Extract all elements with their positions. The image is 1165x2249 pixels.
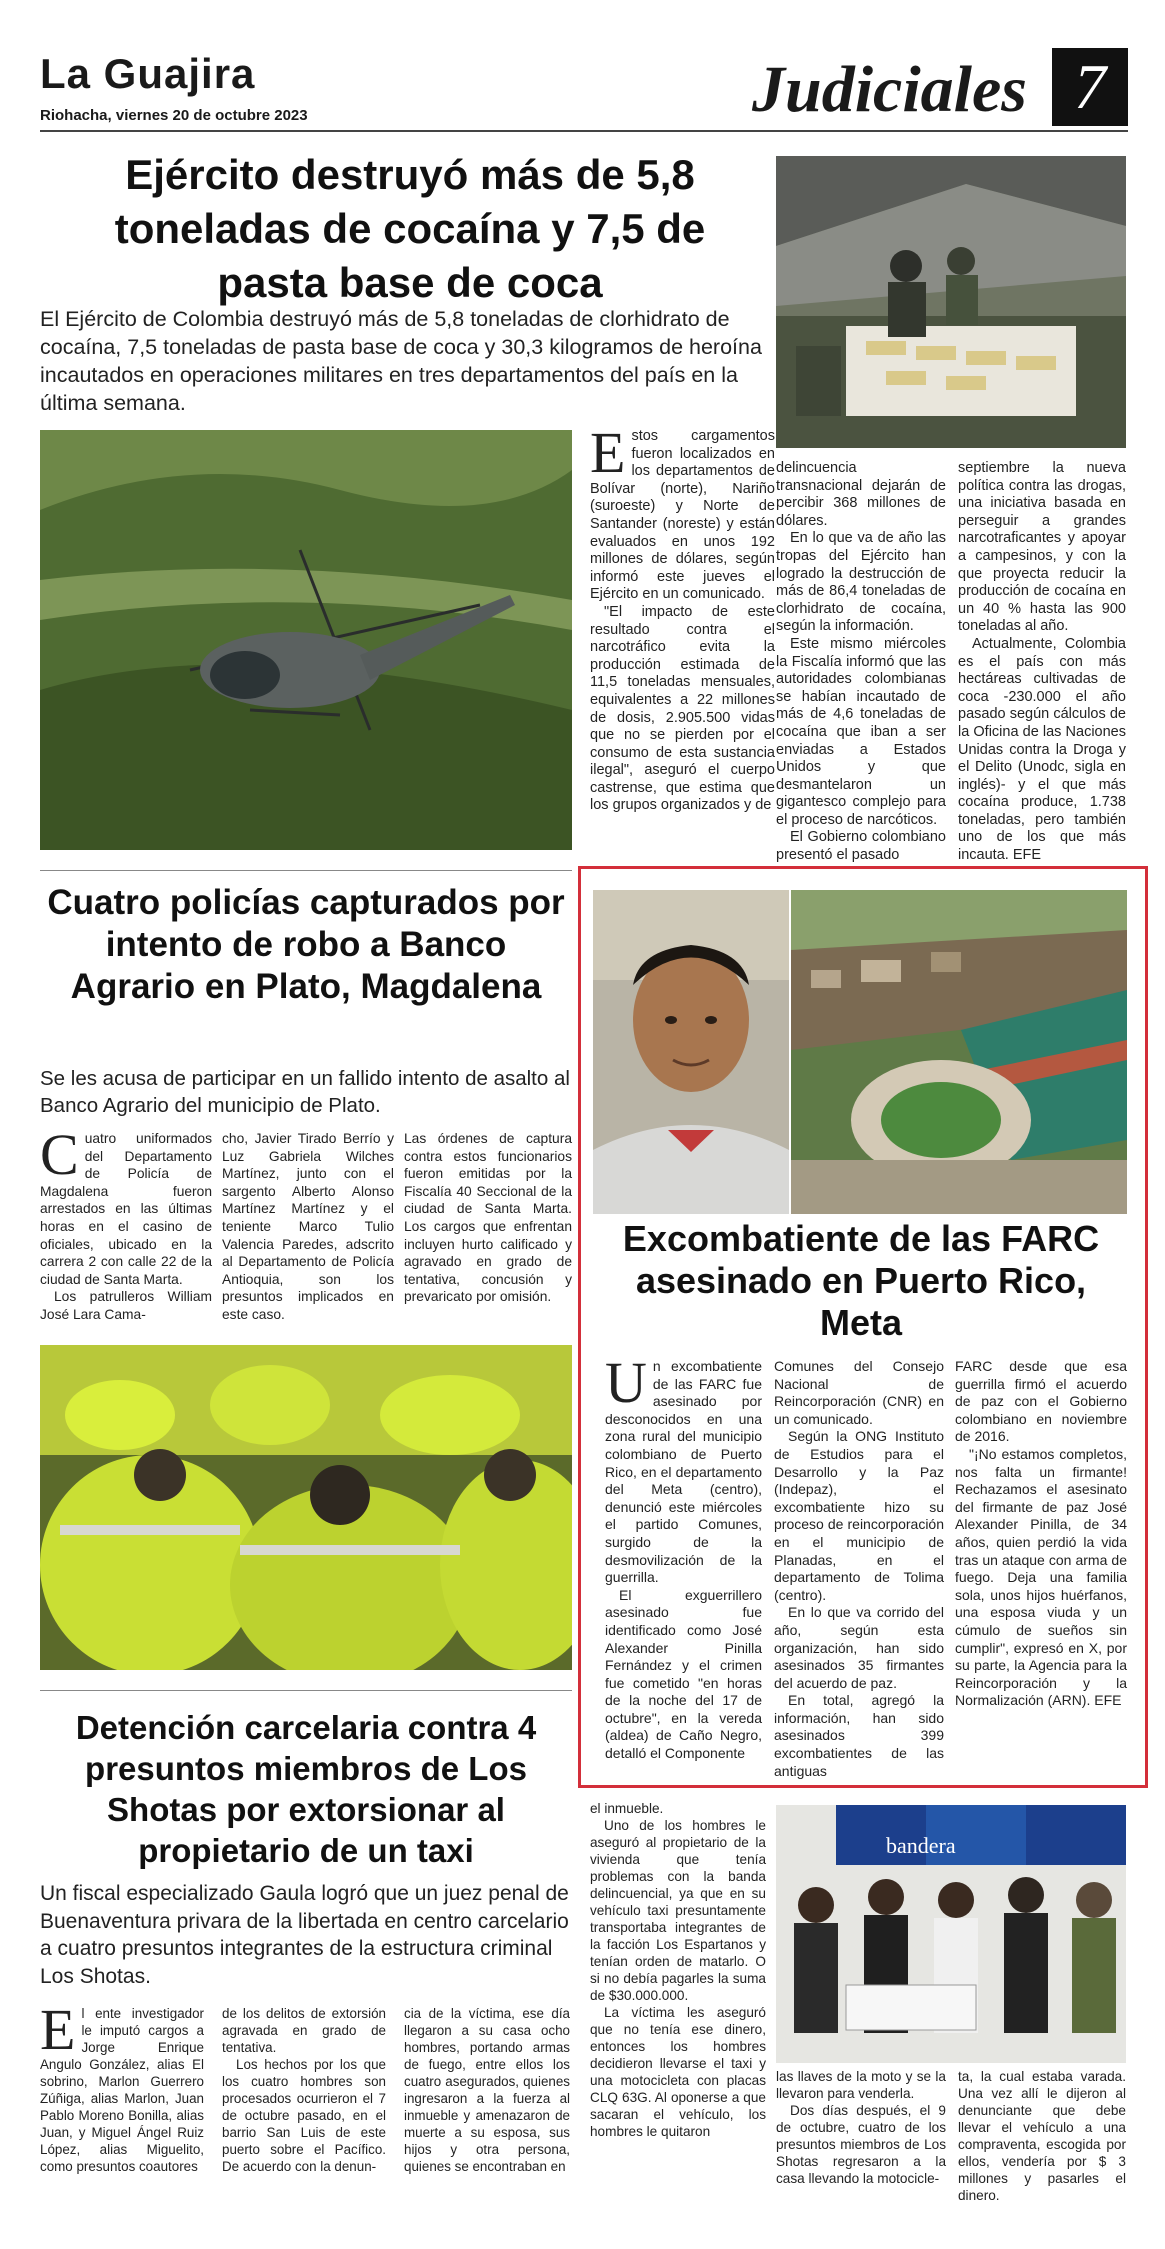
helicopter-photo — [40, 430, 572, 850]
paragraph: El exguerrillero asesinado fue identificado como José Alexander Pinilla Fernández y el crimen fue cometido "en horas de la noche del 17 de octubre", en la vereda (aldea) de Caño Negro, detalló el Componente — [605, 1586, 762, 1762]
article4-column-4 — [590, 1800, 766, 2140]
article1-column-1 — [590, 420, 775, 815]
article4-column-3 — [404, 2005, 570, 2175]
paragraph: "El impacto de este resultado contra el narcotráfico evita la producción estimada de 11,5 toneladas mensuales, equivalentes a 22 millones de dosis, 2.905.500 vidas que no se pierden por el consumo de esta sustancia ilegal", aseguró el cuerpo castrense, que estima que los grupos organizados y de — [590, 603, 775, 814]
article2-deck: Se les acusa de participar en un fallido intento de asalto al Banco Agrario del municipio de Plato. — [40, 1067, 570, 1117]
paragraph: ta, la cual estaba varada. Una vez allí le dijeron al denunciante que debe llevar el vehículo a una compraventa, escogida por ellos, vendería por $ 3 millones y pasarles el dinero. — [958, 2069, 1126, 2203]
masthead-rule — [40, 130, 1128, 132]
article1-column-2 — [776, 460, 946, 865]
paragraph: Según la ONG Instituto de Estudios para el Desarrollo y la Paz (Indepaz), el excombatiente hizo su proceso de reincorporación en el municipio de Planadas, en el departamento de Tolima (centro). — [774, 1428, 944, 1603]
article2-column-2 — [222, 1130, 394, 1324]
paragraph: Comunes del Consejo Nacional de Reincorporación (CNR) en un comunicado. — [774, 1358, 944, 1427]
paragraph: septiembre la nueva política contra las drogas, una iniciativa basada en perseguir a grandes narcotraficantes y apoyar a campesinos, y con la que proyecta reducir la producción de cocaína en un 40 % hasta las 900 toneladas al año. — [958, 460, 1126, 635]
paragraph: stos cargamentos fueron localizados en los departamentos de Bolívar (norte), Nariño (suroeste) y Norte de Santander (noreste) y están evaluados en unos 192 millones de dólares, según informó este jueves el Ejército en un comunicado. — [590, 428, 775, 603]
issue-date: Riohacha, viernes 20 de octubre 2023 — [40, 107, 308, 124]
paragraph: Este mismo miércoles la Fiscalía informó que las autoridades colombianas se habían incautado de más de 4,6 toneladas de cocaína que iban a ser enviadas a Estados Unidos y que desmantelaron un gigantesco complejo para el proceso de narcóticos. — [776, 635, 946, 828]
detainees-photo — [776, 1805, 1126, 2063]
article3-dropcap: U — [605, 1350, 647, 1415]
military-camp-photo — [776, 156, 1126, 448]
paragraph: FARC desde que esa guerrilla firmó el acuerdo de paz con el Gobierno colombiano en noviembre de 2016. — [955, 1358, 1127, 1445]
article4-dropcap: E — [40, 1997, 76, 2062]
article4-column-5 — [776, 2068, 946, 2187]
paragraph: Los hechos por los que los cuatro hombres son procesados ocurrieron el 7 de octubre pasado, en el barrio San Luis de este puerto sobre el Pacífico. De acuerdo con la denun- — [222, 2057, 386, 2174]
article2-column-1 — [40, 1122, 212, 1324]
paragraph: Las órdenes de captura contra estos funcionarios fueron emitidas por la Fiscalía 40 Seccional de la ciudad de Santa Marta. Los cargos que enfrentan incluyen hurto calificado y agravado en grado de tentativa, concusión y prevaricato por omisión. — [404, 1131, 572, 1305]
paragraph: delincuencia transnacional dejarán de percibir 368 millones de dólares. — [776, 460, 946, 529]
paragraph: Actualmente, Colombia es el país con más hectáreas cultivadas de coca -230.000 el año pasado según cálculos de la Oficina de las Naciones Unidas contra la Droga y el Delito (Unodc, sigla en inglés)- y el que más cocaína produce, 1.738 toneladas, pero también uno de los que más incauta. EFE — [958, 635, 1126, 864]
article1-headline: Ejército destruyó más de 5,8 toneladas de cocaína y 7,5 de pasta base de coca — [114, 151, 706, 306]
paragraph: el inmueble. — [590, 1801, 664, 1816]
paragraph: En total, agregó la información, han sido asesinados 399 excombatientes de las antiguas — [774, 1692, 944, 1779]
paragraph: cho, Javier Tirado Berrío y Luz Gabriela Wilches Martínez, junto con el sargento Alberto Alonso Martínez Martínez y el teniente Marco Tulio Valencia Paredes, adscrito al Departamento de Policía Antioquia, son los presuntos implicados en este caso. — [222, 1131, 394, 1322]
paragraph: uatro uniformados del Departamento de Policía de Magdalena fueron arrestados en las últimas horas en el casino de oficiales, ubicado en la carrera 2 con calle 22 de la ciudad de Santa Marta. — [40, 1131, 212, 1287]
article4-column-6 — [958, 2068, 1126, 2204]
section-divider — [40, 1690, 572, 1691]
section-title: Judiciales — [752, 53, 1027, 126]
police-officers-photo — [40, 1345, 572, 1670]
puerto-rico-aerial-photo — [791, 890, 1127, 1214]
article3-column-1 — [605, 1350, 762, 1763]
paragraph: cia de la víctima, ese día llegaron a su casa ocho hombres, portando armas de fuego, entre ellos los cuatro asegurados, quienes ingresaron a la fuerza al inmueble y amenazaron de muerte a su esposa, sus hijos y otra persona, quienes se encontraban en — [404, 2006, 570, 2174]
article3-column-3 — [955, 1358, 1127, 1710]
paragraph: l ente investigador le imputó cargos a Jorge Enrique Angulo González, alias El sobrino, Marlon Guerrero Zúñiga, alias Marlon, Juan Pablo Moreno Bonilla, alias Juan, y Miguel Ángel Ruiz López, alias Miguelito, como presuntos coautores — [40, 2006, 204, 2174]
banner-text: bandera — [886, 1833, 956, 1858]
paragraph: de los delitos de extorsión agravada en grado de tentativa. — [222, 2006, 386, 2055]
paragraph: El Gobierno colombiano presentó el pasado — [776, 829, 946, 864]
paragraph: En lo que va corrido del año, según esta organización, han sido asesinados 35 firmantes del acuerdo de paz. — [774, 1604, 944, 1691]
newspaper-name: La Guajira — [40, 50, 256, 97]
paragraph: Uno de los hombres le aseguró al propietario de la vivienda que tenía problemas con la banda delincuencial, ya que en su vehículo taxi presuntamente transportaba integrantes de la facción Los Espartanos y tenían orden de matarlo. O si no debía pagarles la suma de $30.000.000. — [590, 1818, 766, 2003]
paragraph: "¡No estamos completos, nos falta un firmante! Rechazamos el asesinato del firmante de paz José Alexander Pinilla, de 34 años, quien perdió la vida tras un ataque con arma de fuego. Deja una familia sola, unos hijos huérfanos, una esposa viuda y un cúmulo de sueños sin cumplir", expresó en X, por su parte, la Agencia para la Reincorporación y la Normalización (ARN). EFE — [955, 1445, 1127, 1709]
paragraph: En lo que va de año las tropas del Ejército han logrado la destrucción de más de 86,4 toneladas de clorhidrato de cocaína, según la información. — [776, 530, 946, 635]
article4-headline: Detención carcelaria contra 4 presuntos miembros de Los Shotas por extorsionar al propietario de un taxi — [75, 1709, 537, 1869]
paragraph: n excombatiente de las FARC fue asesinado por desconocidos en una zona rural del municipio colombiano de Puerto Rico, en el departamento del Meta (centro), denunció este miércoles el partido Comunes, surgido de la desmovilización de la guerrilla. — [605, 1358, 762, 1586]
article4-column-1 — [40, 1997, 204, 2175]
page-number: 7 — [1052, 48, 1128, 126]
article4-deck: Un fiscal especializado Gaula logró que un juez penal de Buenaventura privara de la libertada en centro carcelario a cuatro presuntos integrantes de la estructura criminal Los Shotas. — [40, 1882, 569, 1988]
article1-dropcap: E — [590, 420, 626, 485]
paragraph: La víctima les aseguró que no tenía ese dinero, entonces los hombres decidieron llevarse el taxi y una motocicleta con placas CLQ 63G. Al oponerse a que sacaran el vehículo, los hombres le quitaron — [590, 2005, 766, 2139]
paragraph: las llaves de la moto y se la llevaron para venderla. — [776, 2069, 946, 2101]
article1-deck: El Ejército de Colombia destruyó más de 5,8 toneladas de clorhidrato de cocaína, 7,5 toneladas de pasta base de coca y 30,3 kilogramos de heroína incautados en operaciones militares en tres departamentos del país en la última semana. — [40, 307, 762, 415]
paragraph: Los patrulleros William José Lara Cama- — [40, 1289, 212, 1322]
paragraph: Dos días después, el 9 de octubre, cuatro de los presuntos miembros de Los Shotas regresaron a la casa llevando la motocicle- — [776, 2103, 946, 2186]
article1-column-3 — [958, 460, 1126, 865]
article4-column-2 — [222, 2005, 386, 2175]
article2-headline: Cuatro policías capturados por intento de robo a Banco Agrario en Plato, Magdalena — [47, 883, 565, 1006]
article3-headline: Excombatiente de las FARC asesinado en Puerto Rico, Meta — [622, 1218, 1100, 1343]
article2-dropcap: C — [40, 1122, 79, 1187]
article3-column-2 — [774, 1358, 944, 1780]
section-divider — [40, 870, 572, 871]
article2-column-3 — [404, 1130, 572, 1306]
victim-portrait-photo — [593, 890, 789, 1214]
